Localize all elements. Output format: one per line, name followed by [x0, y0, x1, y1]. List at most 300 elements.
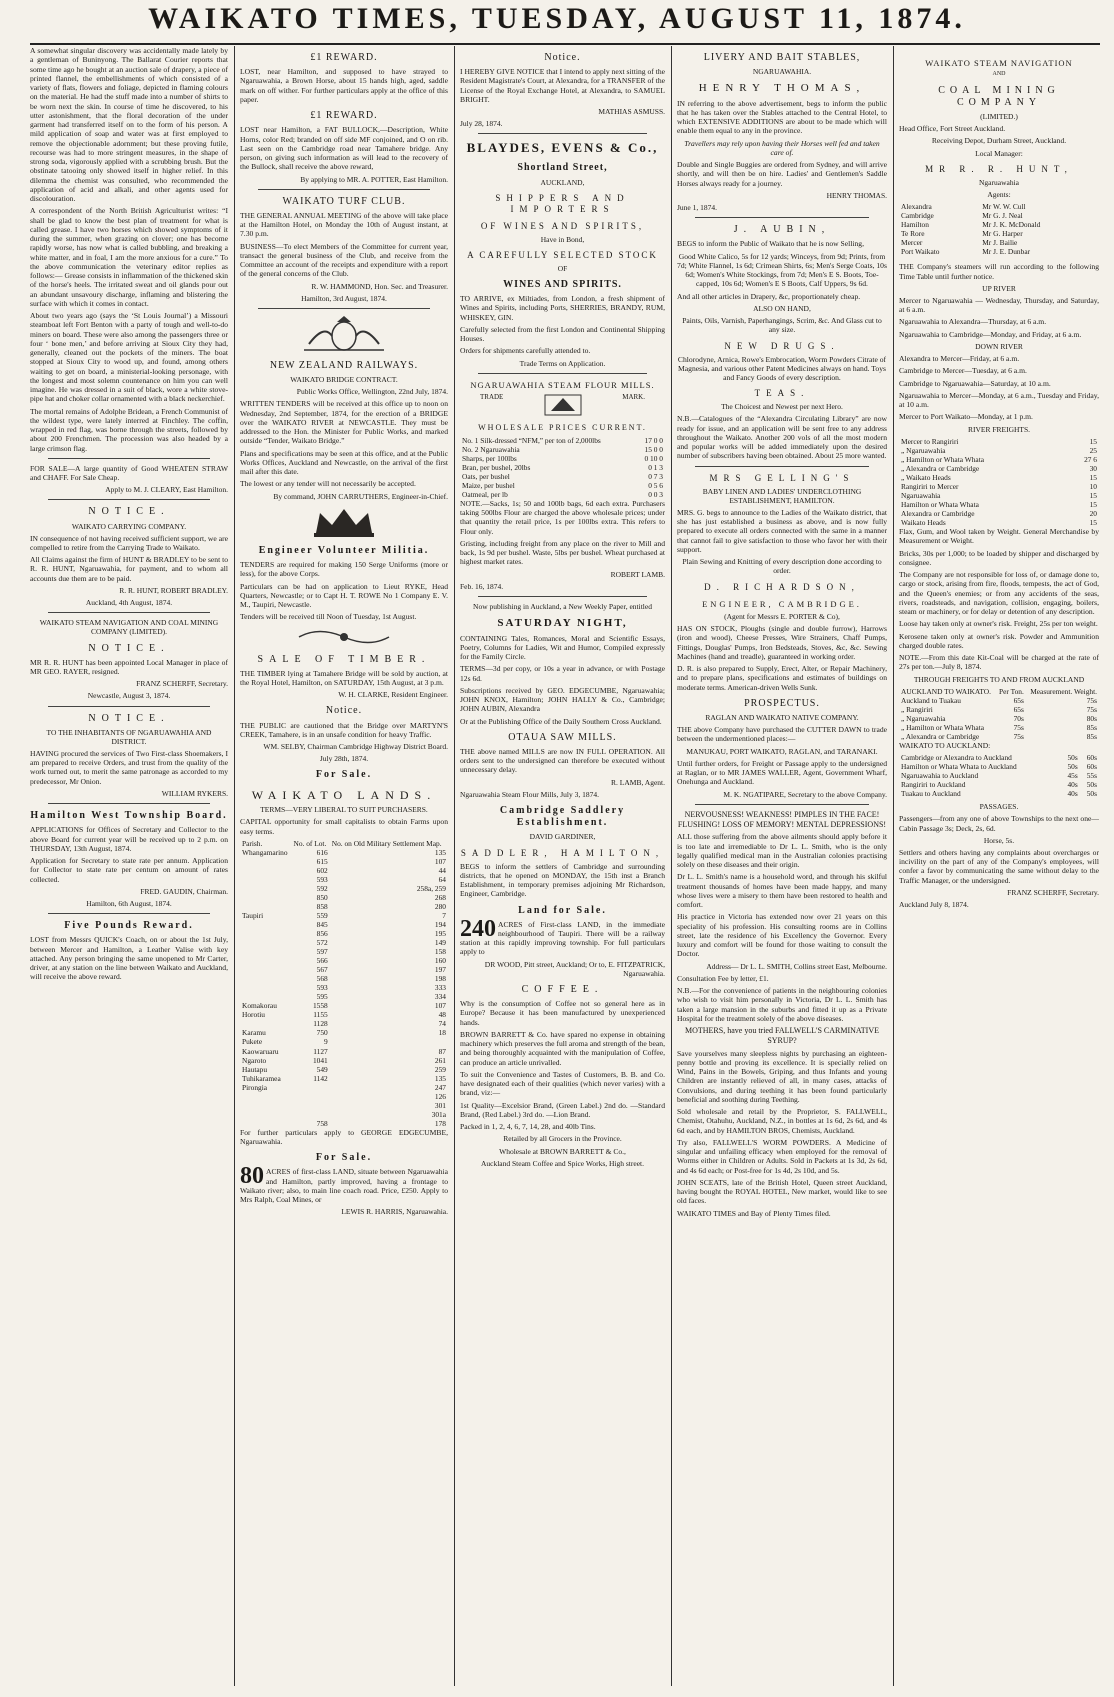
agents-table-row [899, 202, 1099, 211]
article-paragraph: The mortal remains of Adolphe Bridean, a French Communist of the wildest type, were lately interred at Finchley. The coffin, wrapped in red flag, was borne through the streets, followed by about 200 Frenchmen. The procession was also headed by a large crimson flag. [30, 406, 228, 453]
prices-table-row-cell: 15 0 0 [644, 444, 663, 454]
lands-table-row-cell: 126 [434, 1091, 446, 1101]
lands-table-header [240, 839, 448, 848]
paper-heading: SATURDAY NIGHT, [497, 617, 628, 630]
sceats-text: JOHN SCEATS, late of the British Hotel, Queen street Auckland, having bought the ROYAL HOTEL, New market, would like to see old faces. [677, 1177, 887, 1206]
lands-table-row [240, 956, 448, 965]
notice-heading: NOTICE. [88, 642, 170, 654]
waikato-to-auckland-row-cell: 50s [1086, 780, 1097, 790]
lands-table-row-cell: 268 [434, 892, 446, 902]
down-river-heading: DOWN RIVER [975, 341, 1023, 351]
lands-table-row-cell: 616 [316, 847, 328, 857]
lands-table-row-cell [240, 938, 291, 947]
river-freights-row [899, 455, 1099, 464]
lands-table-row [240, 1001, 448, 1010]
lands-table-row-cell: Taupiri [242, 911, 264, 921]
through-freights-row-cell: Auckland to Tuakau [901, 695, 961, 705]
article-paragraph: A somewhat singular discovery was accidentally made lately by a gentleman of Buninyong. The Ballarat Courier reports that some time ago he bought at an auction sale of drapery, a piece of printed flannel, the embellishments of which consisted of a variety of flats, flowers and foliage, depicted in flaming colours on the material. He had the stuff made into a number of shirts to be worn next the skin. In course of time he discovered, to his utter astonishment, that the floral decoration of the under garment had transferred itself on to the form of his person. A mild application of soap and water was at first employed to remove the objectionable adornment; but these proving futile, recourse was had to more stringent measures, in the shape of strong soda, vigorously applied with a scrubbing brush. But the obstinate tatooing only showed itself in higher relief. In this dilemma the chemist was consulted, who recommended the application of acid and alkali, and other agents used for discolouration. [30, 46, 228, 203]
newspaper-title: WAIKATO TIMES, TUESDAY, AUGUST 11, 1874. [148, 2, 966, 35]
passages-text: Settlers and others having any complaints about overcharges or incivility on the part of any of the Company's employees, will confer a favor by communicating the same without delay to the Traffic Manager, or the undersigned. [899, 847, 1099, 885]
lands-table-row-cell [240, 866, 291, 875]
lands-table-row-cell [240, 1119, 291, 1128]
column-divider [454, 46, 455, 1686]
column-divider [671, 46, 672, 1686]
lands-table-row [240, 965, 448, 974]
stables-heading: LIVERY AND BAIT STABLES, [703, 52, 861, 63]
coffee-footer: Auckland Steam Coffee and Spice Works, High street. [480, 1158, 645, 1168]
through-freights-row [899, 723, 1099, 732]
lands-table-row [240, 866, 448, 875]
prices-table-row-cell: No. 1 Silk-dressed “NFM,” per ton of 2,000lbs [462, 435, 601, 445]
saddlery-text: BEGS to inform the settlers of Cambridge and surrounding districts, that he opened on MONDAY, the 15th inst a Branch Establishment, in temporary premises adjoining Mr Richardson, Engineer, Cambridge. [460, 861, 665, 899]
through-freights-row-cell: „ Ngaruawahia [901, 713, 946, 723]
prices-table-row-cell: Oatmeal, per lb [462, 489, 508, 499]
through-freights-row-cell: „ Hamilton or Whata Whata [901, 722, 985, 732]
reward-heading: £1 REWARD. [310, 110, 378, 122]
waikato-to-auckland-row-cell: 40s [1067, 789, 1078, 799]
agents-heading: Agents: [987, 189, 1011, 199]
lands-table-row-cell [240, 1101, 291, 1110]
freight-text: Bricks, 30s per 1,000; to be loaded by shipper and discharged by consignee. [899, 548, 1099, 567]
merchant-street: Shortland Street, [517, 162, 608, 174]
lands-table-row [240, 857, 448, 866]
lands-table-col-lot: No. of Lot. [293, 838, 327, 848]
flour-note: NOTE.—Sacks, 1s; 50 and 100lb bags, 6d each extra. Purchasers taking 500lbs Flour are charged the above wholesale prices; under that quantity the retail price, 1s per 100lbs extra. This refers to Flour only. [460, 498, 665, 536]
flour-mills-heading: NGARUAWAHIA STEAM FLOUR MILLS. [470, 379, 655, 390]
agents-table-row-cell: Mr G. Harper [982, 229, 1023, 239]
crown-icon [304, 505, 384, 539]
agents-table-row-cell: Port Waikato [901, 247, 940, 257]
through-freights-table [899, 687, 1099, 741]
river-freights-table-body [899, 437, 1099, 527]
lands-table-row-cell [240, 965, 291, 974]
river-freights-row-cell: „ Ngaruawahia [901, 445, 946, 455]
lands-table-row-cell: 615 [316, 856, 328, 866]
river-freights-row-cell: 15 [1089, 499, 1097, 509]
river-freights-row-cell: 25 [1089, 445, 1097, 455]
royal-arms-icon [289, 314, 399, 354]
lands-table-row-cell [240, 983, 291, 992]
river-freights-row-cell: Ngaruawahia [901, 490, 941, 500]
lands-table-row-cell [240, 920, 291, 929]
gelling-text: Plain Sewing and Knitting of every description done according to order. [682, 557, 882, 576]
prices-heading: WHOLESALE PRICES CURRENT. [478, 423, 647, 432]
schedule-item: Mercer to Port Waikato—Monday, at 1 p.m. [899, 412, 1033, 422]
notice-date: Hamilton, 3rd August, 1874. [301, 293, 387, 303]
steam-nav-and: AND [992, 71, 1006, 78]
saw-mills-text: THE above named MILLS are now IN FULL OPERATION. All orders sent to the undersigned can therefore be executed without unnecessary delay. [460, 746, 665, 775]
prices-table-row [460, 463, 665, 472]
reward-heading: Five Pounds Reward. [64, 920, 194, 932]
reward-text: LOST, near Hamilton, and supposed to have strayed to Ngaruawahia, a Brown Horse, about 15 hands high, aged, saddle mark on off wither. For further particulars apply at the office of this paper. [240, 67, 448, 104]
notice-heading: NOTICE. [88, 506, 170, 518]
merchant-city: AUCKLAND, [540, 177, 585, 187]
river-freights-row-cell: 27 6 [1084, 454, 1097, 464]
masthead [0, 0, 1114, 44]
waikato-to-auckland-row-cell: 50s [1086, 789, 1097, 799]
lands-table-row-cell: 259 [434, 1064, 446, 1074]
river-freights-row [899, 491, 1099, 500]
richardson-text: HAS ON STOCK, Ploughs (single and double furrow), Harrows (iron and wood), Cheese Presses, Wire Strainers, Chaff Pumps, Fittings, Douglas' Pumps, Iron Bedsteads, Stoves, &c, &c. Sewing Machines (hand and treadle), guaranteed in working order. [677, 624, 887, 661]
separator [258, 189, 430, 190]
waikato-to-auckland-row-cell: 50s [1067, 752, 1078, 762]
notice-text: THE PUBLIC are cautioned that the Bridge over MARTYN'S CREEK, Tamahere, is in an unsafe condition for heavy Traffic. [240, 720, 448, 739]
lands-table-row-cell: 567 [316, 965, 328, 975]
signature: FRANZ SCHERFF, Secretary. [1007, 887, 1099, 897]
article-paragraph: A correspondent of the North British Agriculturist writes: “I shall be glad to know the best plan of treatment for what is called grease. I have two horses which showed symptoms of it during the summer, when grazing on clover; one has become rapidly worse, has now what is called bubbling, and breaking a white matter, and in foal, I am the more anxious for a cure.” To the above communication the veterinary editor replies as follows:— Grease consists in inflammation of the thickened skin of the horse's heels. The irritated sweat and oil glands pour out an abundant unsavoury discharge, inflaming and blistering the surface with which it comes in contact. [30, 206, 228, 308]
through-freights-row-cell: 80s [1086, 713, 1097, 723]
notice-date: Auckland July 8, 1874. [899, 900, 969, 910]
merchant-line: OF WINES AND SPIRITS, [480, 220, 645, 231]
waikato-to-auckland-row [899, 771, 1099, 780]
mothers-heading: MOTHERS, have you tried FALLWELL'S CARMINATIVE SYRUP? [684, 1026, 879, 1045]
signature: ROBERT LAMB. [610, 569, 665, 579]
lands-table-row-cell: 160 [434, 956, 446, 966]
prices-table-row-cell: Maize, per bushel [462, 480, 515, 490]
agents-table-row-cell: Hamilton [901, 220, 929, 230]
waikato-to-auckland-row [899, 789, 1099, 798]
nervousness-text: His practice in Victoria has extended now over 21 years on this speciality of his profession. His consulting rooms are in Collins street, late the residence of his Excellency the Governor. Every luxury and comfort will be found for those waiting to consult the Doctor. [677, 912, 887, 959]
lands-table-row-cell: Komakorau [242, 1001, 277, 1011]
stables-text: Double and Single Buggies are ordered from Sydney, and will arrive shortly, and will then be on hire. Ladies' and Gentlemen's Saddle Horses always ready for a journey. [677, 160, 887, 188]
lands-table-row-cell: 845 [316, 920, 328, 930]
aubin-text: BEGS to inform the Public of Waikato that he is now Selling, [677, 239, 864, 249]
local-manager-label: Local Manager: [975, 148, 1023, 158]
for-sale-text: ACRES of first-class LAND, situate between Ngaruawahia and Hamilton, partly improved, having a frontage to Waikato river; also, to main line coach road. Price, £250. Apply to Mrs Ralph, Coal Mines, or [240, 1167, 448, 1205]
river-freights-row-cell: Hamilton or Whata Whata [901, 499, 979, 509]
board-heading: Hamilton West Township Board. [30, 810, 228, 822]
prices-table-row-cell: Sharps, per 100lbs [462, 453, 517, 463]
nervousness-text: Consultation Fee by letter, £1. [677, 973, 769, 983]
signature: By applying to MR. A. POTTER, East Hamilton. [300, 174, 448, 184]
reward-text: LOST from Messrs QUICK's Coach, on or about the 1st July, between Mercer and Hamilton, a Leather Valise with key attached. Any person bringing the same unopened to Mr Carter, driver, at any station on the line between Waikato and Auckland, will receive the above reward. [30, 935, 228, 982]
waikato-to-auckland-row-cell: 40s [1067, 780, 1078, 790]
lands-table-row-cell [240, 893, 291, 902]
lands-table-row [240, 920, 448, 929]
lands-table-row-cell: Pukete [242, 1037, 263, 1047]
separator [258, 308, 430, 309]
notice-text: IN consequence of not having received sufficient support, we are compelled to retire from the Carrying Trade to Waikato. [30, 533, 228, 552]
through-freights-row-cell: 65s [1013, 695, 1024, 705]
lands-table-row [240, 884, 448, 893]
freight-note: NOTE.—From this date Kit-Coal will be charged at the rate of 27s per ton.—July 8, 1874. [899, 653, 1099, 672]
lands-table-row [240, 1074, 448, 1083]
aubin-text: Paints, Oils, Varnish, Paperhangings, Scrim, &c. And Glass cut to any size. [682, 316, 882, 335]
lands-table-row-cell: 258a, 259 [416, 883, 446, 893]
coffee-text: Packed in 1, 2, 4, 6, 7, 14, 28, and 40lb Tins. [460, 1122, 596, 1132]
agents-table-row-cell: Alexandra [901, 202, 932, 212]
waikato-to-auckland-row-cell: 45s [1067, 771, 1078, 781]
merchant-line: WINES AND SPIRITS. [503, 278, 622, 290]
separator [695, 466, 869, 467]
aubin-items: Good White Calico, 5s for 12 yards; Winceys, from 9d; Prints, from 7d; White Flannel, 1s 6d; Crimean Shirts, 6s; Men's Serge Coats, 10s 6d; Women's White Stockings, from 7d; Men's E S. Boots, Toe-capped, 10s 6d; Women's E S Boots, Calf Uppers, 9s 6d. [677, 251, 887, 289]
coal-mining-heading: COAL MINING COMPANY [938, 84, 1060, 108]
prospectus-heading: PROSPECTUS. [744, 697, 820, 709]
lands-table-row-cell [240, 1019, 291, 1028]
lands-table-row-cell: 592 [316, 883, 328, 893]
lands-table-row-cell: 301a [431, 1109, 446, 1119]
richardson-subheading: ENGINEER, CAMBRIDGE. [702, 598, 862, 609]
agents-table-row-cell: Mercer [901, 238, 923, 248]
schedule-item: Ngaruawahia to Mercer—Monday, at 6 a.m., Tuesday and Friday, at 10 a.m. [899, 390, 1099, 410]
head-office: Head Office, Fort Street Auckland. [899, 124, 1006, 134]
merchant-line: Have in Bond, [540, 234, 585, 244]
lands-table-row-cell: 602 [316, 865, 328, 875]
coffee-text: 1st Quality—Excelsior Brand, (Green Label.) 2nd do. —Standard Brand, (Red Label.) 3rd do. —Lion Brand. [460, 1100, 665, 1119]
prices-table-row-cell: Bran, per bushel, 20lbs [462, 462, 531, 472]
local-manager-place: Ngaruawahia [979, 177, 1019, 187]
saddlery-heading: Cambridge Saddlery Establishment. [499, 805, 626, 829]
lands-table-row-cell: 593 [316, 874, 328, 884]
river-freights-row-cell: 15 [1089, 472, 1097, 482]
lands-table-row-cell: Tuhikaramea [242, 1073, 281, 1083]
merchant-heading: BLAYDES, EVENS & Co., [466, 140, 659, 156]
lands-table-row [240, 983, 448, 992]
acres-number: 240 [460, 915, 496, 942]
separator [48, 913, 210, 914]
lands-table-row-cell: 195 [434, 929, 446, 939]
through-freights-row [899, 705, 1099, 714]
lands-table-row [240, 1083, 448, 1092]
richardson-heading: D. RICHARDSON, [704, 581, 860, 592]
lands-table-row [240, 1101, 448, 1110]
lands-table-row-cell: Ngaroto [242, 1055, 267, 1065]
river-freights-row-cell: „ Waikato Heads [901, 472, 951, 482]
agents-table [899, 202, 1099, 256]
passages-heading: PASSAGES. [979, 802, 1019, 812]
lands-table-row-cell: 595 [316, 992, 328, 1002]
agents-table-row [899, 220, 1099, 229]
signature: Apply to M. J. CLEARY, East Hamilton. [105, 485, 228, 495]
lands-table-row-cell: 1142 [313, 1073, 328, 1083]
notice-date: Hamilton, 6th August, 1874. [86, 898, 172, 908]
nervousness-text: ALL those suffering from the above ailments should apply before it is too late and irremediable to Dr L. L. Smith, who is the only legally qualified medical man in the Australian colonies practising solely on these diseases and their origin. [677, 832, 887, 870]
signature: WILLIAM RYKERS. [161, 788, 228, 798]
lands-table-row-cell: 850 [316, 892, 328, 902]
steam-nav-heading: WAIKATO STEAM NAVIGATION [925, 58, 1073, 68]
river-freights-row-cell: 15 [1089, 517, 1097, 527]
lands-table-row [240, 1119, 448, 1128]
signature: Address— Dr L. L. SMITH, Collins street East, Melbourne. [706, 961, 887, 971]
lands-table-row-cell [291, 1101, 329, 1110]
lands-table-row-cell: 107 [434, 1001, 446, 1011]
waikato-to-auckland-row-cell: 55s [1086, 771, 1097, 781]
lands-table-col-parish: Parish. [242, 838, 263, 848]
richardson-agent: (Agent for Messrs E. PORTER & Co), [724, 612, 840, 621]
acres-number: 80 [240, 1163, 264, 1190]
lands-table-row [240, 1092, 448, 1101]
lands-table-row-cell: 334 [434, 992, 446, 1002]
waikato-to-auckland-row-cell: 60s [1086, 752, 1097, 762]
railways-heading: NEW ZEALAND RAILWAYS. [269, 359, 419, 371]
passages-text: Horse, 5s. [983, 835, 1015, 845]
lands-table-row-cell: 197 [434, 965, 446, 975]
notice-date: Ngaruawahia Steam Flour Mills, July 3, 1874. [460, 789, 599, 799]
agents-table-row [899, 247, 1099, 256]
teas-heading: TEAS. [754, 388, 810, 399]
lands-table-row-cell [240, 947, 291, 956]
prices-table-row [460, 436, 665, 445]
company-heading: WAIKATO STEAM NAVIGATION AND COAL MINING COMPANY (LIMITED). [39, 618, 219, 637]
lands-table-row [240, 875, 448, 884]
militia-text: Tenders will be received till Noon of Tuesday, 1st August. [240, 612, 417, 622]
separator [478, 133, 647, 134]
nervousness-text: Dr L. L. Smith's name is a household word, and through his skilful treatment thousands of homes have been made happy, and many whose lives were a misery to them have been restored to health and comfort. [677, 872, 887, 910]
up-river-heading: UP RIVER [982, 283, 1016, 293]
club-heading: WAIKATO TURF CLUB. [282, 195, 406, 207]
lands-table-row-cell: Hautapu [242, 1064, 268, 1074]
lands-further: For further particulars apply to GEORGE EDGECUMBE, Ngaruawahia. [240, 1127, 448, 1147]
waikato-to-auckland-row [899, 762, 1099, 771]
drugs-heading: NEW DRUGS. [724, 340, 840, 351]
separator [695, 217, 869, 218]
teas-text: The Choicest and Newest per next Hero. [721, 402, 843, 412]
paper-text: CONTAINING Tales, Romances, Moral and Scientific Essays, Poetry, Columns for Ladies, Wit and Humor, Compiled expressly for the Family Circle. [460, 633, 665, 662]
railways-place: Public Works Office, Wellington, 22nd July, 1874. [296, 387, 448, 397]
separator [48, 612, 210, 613]
steamers-text: THE Company's steamers will run according to the following Time Table until further notice. [899, 262, 1099, 281]
signature: LEWIS R. HARRIS, Ngaruawahia. [341, 1207, 448, 1217]
for-sale-heading: For Sale. [315, 769, 373, 781]
agents-table-row-cell: Te Rore [901, 229, 925, 239]
through-freights-row-cell: 75s [1086, 695, 1097, 705]
notice-text: MR R. R. HUNT has been appointed Local Manager in place of MR GEO. RAYER, resigned. [30, 657, 228, 676]
lands-table-row-cell: Pirongia [242, 1082, 268, 1092]
coffee-text: To suit the Convenience and Tastes of Customers, B. B. and Co. have designated each of their qualities (which never varies) with a brand, viz:— [460, 1069, 665, 1098]
schedule-item: Alexandra to Mercer—Friday, at 6 a.m. [899, 354, 1020, 364]
railways-text: WRITTEN TENDERS will be received at this office up to noon on Wednesday, 2nd September, 1874, for the erection of a BRIDGE over the WAIKATO RIVER at NEWCASTLE. They must be addressed to the Hon. the Minister for Public Works, and marked outside “Tender, Waikato Bridge.” [240, 399, 448, 446]
local-manager-name: MR R. R. HUNT, [925, 163, 1073, 174]
lands-table-row-cell: Karamu [242, 1028, 266, 1038]
lands-table-row [240, 911, 448, 920]
lands-table-row [240, 947, 448, 956]
through-freights-row-cell: 85s [1086, 722, 1097, 732]
river-freights-row [899, 500, 1099, 509]
river-freights-row [899, 509, 1099, 518]
river-freights-row-cell: Mercer to Rangiriri [901, 436, 959, 446]
separator [695, 804, 869, 805]
agents-table-row [899, 238, 1099, 247]
waikato-to-auckland-row [899, 780, 1099, 789]
lands-table-row-cell: 1041 [312, 1055, 328, 1065]
schedule-item: Mercer to Ngaruawahia — Wednesday, Thursday, and Saturday, at 6 a.m. [899, 295, 1099, 315]
lands-table-row-cell: 74 [438, 1019, 446, 1029]
river-freights-row [899, 518, 1099, 527]
lands-table-row [240, 1110, 448, 1119]
timber-text: THE TIMBER lying at Tamahere Bridge will be sold by auction, at the Royal Hotel, Hamilton, on SATURDAY, 15th August, at 3 p.m. [240, 668, 448, 687]
lands-table-row-cell: 158 [434, 947, 446, 957]
mark-label: MARK. [622, 393, 645, 401]
paper-text: Or at the Publishing Office of the Daily Southern Cross Auckland. [460, 716, 662, 726]
river-freights-row-cell: Waikato Heads [901, 517, 946, 527]
through-freights-row-cell: 75s [1086, 704, 1097, 714]
river-freights-row-cell: 15 [1089, 490, 1097, 500]
prospectus-text: THE above Company have purchased the CUTTER DAWN to trade between the undermentioned places:— [677, 725, 887, 744]
gelling-heading: MRS GELLING'S [709, 472, 855, 483]
lands-table-row-cell: 9 [324, 1037, 328, 1047]
lands-table-row-cell: 178 [434, 1118, 446, 1128]
passages-text: Passengers—from any one of above Townships to the next one—Cabin Passage 3s; Deck, 2s, 6d. [899, 814, 1099, 833]
coffee-text: Retailed by all Grocers in the Province. [503, 1134, 622, 1144]
notice-heading: Notice. [325, 705, 363, 717]
stables-text: IN referring to the above advertisement, begs to inform the public that he has taken over the Stables attached to the Central Hotel, to which EXTENSIVE ADDITIONS are about to be made which will enable them equal to any in the province. [677, 98, 887, 136]
schedule-item: Ngaruawahia to Cambridge—Monday, and Friday, at 6 a.m. [899, 329, 1082, 339]
lands-table-row-cell: 247 [434, 1082, 446, 1092]
lands-table-row [240, 1047, 448, 1056]
river-freights-row-cell: 30 [1089, 463, 1097, 473]
notice-date: Newcastle, August 3, 1874. [87, 691, 171, 701]
lands-table-row-cell: 87 [438, 1046, 446, 1056]
lands-table-row-cell [240, 857, 291, 866]
schedule-item: Ngaruawahia to Alexandra—Thursday, at 6 a.m. [899, 317, 1047, 327]
signature: R. LAMB, Agent. [611, 777, 665, 787]
richardson-text: D. R. is also prepared to Supply, Erect, Alter, or Repair Machinery, and to prepare plans, specifications and estimates of buildings on moderate terms. American-driven Wells Sunk. [677, 664, 887, 692]
gelling-subheading: BABY LINEN AND LADIES' UNDERCLOTHING ESTABLISHMENT, HAMILTON. [702, 486, 862, 505]
flour-note: Gristing, including freight from any place on the river to Mill and back, 1s 9d per bushel. Waste, 5lbs per bushel. Wheat purchased at highest market rates. [460, 538, 665, 567]
prices-table-row [460, 472, 665, 481]
river-freights-row [899, 464, 1099, 473]
for-sale-heading: For Sale. [315, 1152, 373, 1164]
agents-table-row-cell: Mr J. K. McDonald [982, 220, 1041, 230]
waikato-to-auckland-row-cell: 60s [1086, 762, 1097, 771]
lands-table-row-cell: 593 [316, 983, 328, 993]
column-5 [899, 46, 1099, 1686]
river-freights-row-cell: 20 [1089, 508, 1097, 518]
lands-table-row-cell: 107 [434, 856, 446, 866]
lands-table-row-cell [240, 1092, 291, 1101]
notice-text: HAVING procured the services of Two First-class Shoemakers, I am prepared to receive Orders, and trust from the quality of the work turned out, to merit the same patronage as accorded to my predecessor, Mr Onion. [30, 748, 228, 786]
lands-table-row-cell: 48 [438, 1010, 446, 1020]
lands-table-row-cell: 44 [438, 865, 446, 875]
through-freights-header [899, 687, 1099, 696]
notice-date: July 28, 1874. [460, 119, 503, 129]
signature: By command, JOHN CARRUTHERS, Engineer-in-Chief. [273, 491, 448, 501]
freight-text: Loose hay taken only at owner's risk. Freight, 25s per ton weight. [899, 619, 1098, 629]
paper-intro: Now publishing in Auckland, a New Weekly Paper, entitled [473, 602, 652, 611]
land-sale-text: ACRES of First-class LAND, in the immediate neighbourhood of Taupiri. There will be a railway station at this rapidly improving township. For full particulars apply to [460, 919, 665, 957]
lands-table-row-cell [240, 875, 291, 884]
lands-table [240, 839, 448, 1128]
agents-table-body [899, 202, 1099, 256]
lands-table-row-cell [330, 1037, 448, 1046]
through-freights-row [899, 714, 1099, 723]
lands-table-row [240, 893, 448, 902]
agents-table-row-cell: Mr W. W. Cull [982, 202, 1026, 212]
trade-label: TRADE [480, 393, 504, 401]
lands-table-row-cell: 559 [316, 911, 328, 921]
agents-table-row-cell: Mr J. Bailie [982, 238, 1018, 248]
signature: WM. SELBY, Chairman Cambridge Highway District Board. [263, 742, 448, 752]
agents-table-row [899, 229, 1099, 238]
separator [48, 706, 210, 707]
river-freights-row-cell: 15 [1089, 436, 1097, 446]
lands-table-row-cell: 149 [434, 938, 446, 948]
lands-table-row-cell: Whangamarino [242, 847, 288, 857]
timber-heading: SALE OF TIMBER. [257, 653, 431, 665]
lands-table-row-cell [240, 992, 291, 1001]
lands-table-row-cell: 572 [316, 938, 328, 948]
lands-table-row-cell: 333 [434, 983, 446, 993]
freight-text: Kerosene taken only at owner's risk. Powder and Ammunition charged double rates. [899, 631, 1099, 650]
lands-subheading: TERMS—VERY LIBERAL TO SUIT PURCHASERS. [260, 805, 428, 815]
river-freights-row [899, 473, 1099, 482]
waikato-to-auckland-row-cell: Ngaruawahia to Auckland [901, 771, 979, 781]
lands-table-row-cell [240, 929, 291, 938]
ornament-icon [294, 626, 394, 648]
merchant-text: TO ARRIVE, ex Miltiades, from London, a fresh shipment of Wines and Spirits, including Ports, SHERRIES, BRANDY, RUM, WHISKEY, GIN. [460, 294, 665, 322]
coffee-text: BROWN BARRETT & Co. have spared no expense in obtaining machinery which preserves the full aroma and strength of the bean, and being thoroughly acquainted with the manipulation of Coffee, can produce an article unrivalled. [460, 1029, 665, 1067]
agents-table-row-cell: Mr G. J. Neal [982, 211, 1023, 221]
